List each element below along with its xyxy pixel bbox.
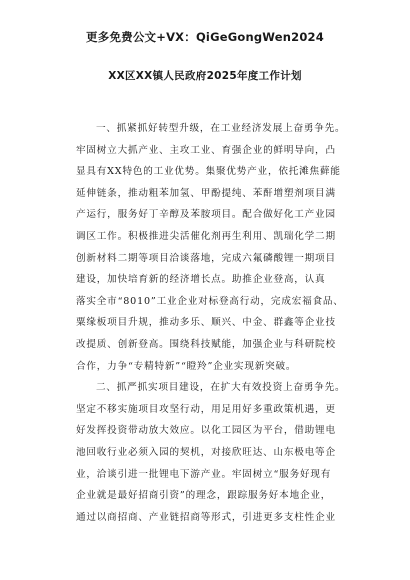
paragraph-line: 坚定不移实施项目攻坚行动，用足用好多重政策机遇，更 [76, 403, 336, 415]
paragraph-line: 二、抓严抓实项目建设，在扩大有效投资上奋勇争先。 [96, 382, 346, 394]
paragraph-line: 合作，力争“专精特新”“瞪羚”企业实现新突破。 [76, 360, 297, 372]
document-title: XX区XX镇人民政府2025年度工作计划 [108, 70, 302, 82]
paragraph-line: 创新材料二期等项目洽谈落地，完成六氟磷酸锂一期项目 [76, 252, 336, 264]
paragraph-line: 显具有XX特色的工业优势。集聚优势产业，依托滩焦藓能 [76, 166, 341, 178]
paragraph-line: 改提质、创新登高。围绕科技赋能，加强企业与科研院校 [76, 338, 336, 350]
paragraph-line: 通过以商招商、产业链招商等形式，引进更多支柱性企业 [76, 511, 336, 523]
paragraph-line: 产运行，服务好丁辛醇及苯胺项目。配合做好化工产业园 [76, 209, 336, 221]
paragraph-line: 业，洽谈引进一批锂电下游产业。牢固树立“服务好现有 [76, 468, 332, 480]
paragraph-line: 池回收行业必须入园的契机，对接欣旺达、山东极电等企 [76, 446, 336, 458]
paragraph-line: 一、抓紧抓好转型升级，在工业经济发展上奋勇争先。 [96, 123, 346, 134]
paragraph-line: 好发挥投资带动放大效应。以化工园区为平台，借助锂电 [76, 425, 336, 437]
paragraph-line: 延伸链条，推动粗苯加氢、甲酚提纯、苯酐增塑剂项目满 [76, 187, 336, 199]
paragraph-line: 粟缘板项目升规，推动多乐、顺兴、中金、群鑫等企业技 [76, 317, 336, 329]
promo-header: 更多免费公文+VX：QiGeGongWen2024 [86, 30, 324, 44]
paragraph-line: 建设，加快培育新的经济增长点。助推企业登高，认真 [76, 274, 326, 286]
paragraph-line: 企业就是最好招商引资”的理念，跟踪服务好本地企业， [76, 490, 332, 502]
paragraph-line: 牢固树立大抓产业、主攻工业、育强企业的鲜明导向，凸 [76, 144, 336, 156]
paragraph-line: 调区工作。积极推进尖活催化剂再生利用、凯瑞化学二期 [76, 230, 336, 242]
paragraph-line: 落实全市“8010”工业企业对标登高行动，完成宏福食品、 [76, 295, 344, 307]
document-body [76, 118, 348, 528]
